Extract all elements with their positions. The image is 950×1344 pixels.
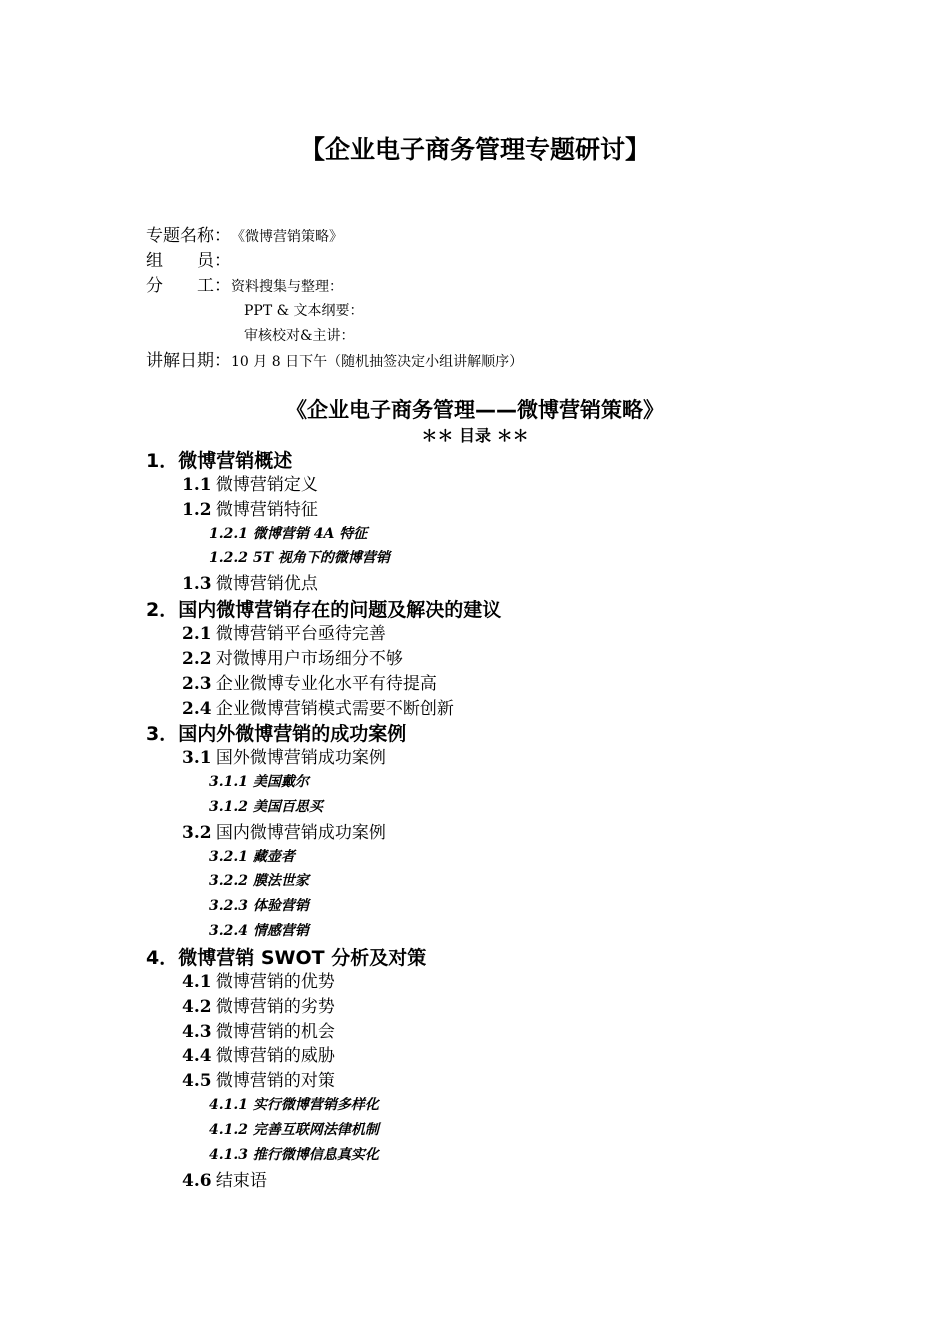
toc-chapter: 2．国内微博营销存在的问题及解决的建议 <box>146 599 502 622</box>
toc-section-text: 微博营销优点 <box>215 574 318 595</box>
toc-subsection: 3.2.3 体验营销 <box>209 898 309 915</box>
date-label: 讲解日期： <box>146 351 231 371</box>
toc-section-number: 4.6 <box>182 1170 212 1191</box>
date-row <box>146 351 523 372</box>
toc-section-text: 微博营销特征 <box>215 499 318 520</box>
toc-section <box>182 473 318 497</box>
document-header-title: 【企业电子商务管理专题研讨】 <box>299 135 650 164</box>
toc-section <box>182 995 335 1019</box>
toc-subsection: 3.2.1 藏壶者 <box>209 848 295 865</box>
toc-subsection: 3.2.4 情感营销 <box>209 923 309 940</box>
toc-chapter: 4．微博营销 SWOT 分析及对策 <box>146 947 427 969</box>
document-title: 《企业电子商务管理——微博营销策略》 <box>286 398 664 422</box>
toc-section <box>182 622 386 646</box>
members-label: 组 员： <box>146 251 231 271</box>
toc-section-text: 微博营销的威胁 <box>215 1046 335 1067</box>
division-line-1: 资料搜集与整理： <box>231 279 343 295</box>
division-label: 分 工： <box>146 276 231 296</box>
toc-section <box>182 821 386 845</box>
toc-section <box>182 672 437 696</box>
toc-subsection: 4.1.3 推行微博信息真实化 <box>209 1146 379 1163</box>
toc-section-text: 国内微博营销成功案例 <box>215 822 386 843</box>
toc-section-number: 1.3 <box>182 574 212 595</box>
toc-section-text: 微博营销的优势 <box>215 971 335 992</box>
toc-section-number: 4.4 <box>182 1046 212 1067</box>
toc-section-number: 4.1 <box>182 971 212 992</box>
toc-chapter: 1．微博营销概述 <box>146 450 293 472</box>
toc-section-text: 微博营销的机会 <box>215 1021 335 1042</box>
toc-section-number: 2.3 <box>182 673 212 694</box>
toc-section-text: 对微博用户市场细分不够 <box>215 648 403 669</box>
division-line-3: 审核校对&主讲： <box>244 328 355 344</box>
toc-section-text: 国外微博营销成功案例 <box>215 748 386 769</box>
toc-subsection: 3.1.2 美国百思买 <box>209 798 323 815</box>
toc-subsection: 3.1.1 美国戴尔 <box>209 774 309 791</box>
toc-chapter: 3．国内外微博营销的成功案例 <box>146 723 407 746</box>
toc-section-number: 3.2 <box>182 822 212 843</box>
toc-section <box>182 1169 267 1193</box>
toc-section-number: 2.4 <box>182 698 212 719</box>
toc-subsection: 4.1.2 完善互联网法律机制 <box>209 1121 379 1138</box>
toc-section <box>182 1069 335 1093</box>
toc-section-number: 4.3 <box>182 1021 212 1042</box>
toc-section-number: 3.1 <box>182 748 212 769</box>
toc-section-text: 微博营销的劣势 <box>215 996 335 1017</box>
toc-section <box>182 1044 335 1068</box>
toc-section-number: 4.2 <box>182 996 212 1017</box>
division-line-2-row <box>244 301 364 321</box>
toc-subsection: 4.1.1 实行微博营销多样化 <box>209 1097 379 1114</box>
topic-row <box>146 226 343 247</box>
toc-section <box>182 647 403 671</box>
toc-heading: ＊＊ 目录 ＊＊ <box>421 426 529 445</box>
toc-section-text: 微博营销的对策 <box>215 1071 335 1092</box>
toc-section-number: 2.1 <box>182 623 212 644</box>
toc-section <box>182 970 335 994</box>
toc-section-number: 1.1 <box>182 474 212 495</box>
toc-section-text: 企业微博专业化水平有待提高 <box>215 673 437 694</box>
members-row <box>146 251 231 272</box>
toc-section-number: 1.2 <box>182 499 212 520</box>
toc-subsection: 1.2.1 微博营销 4A 特征 <box>209 525 368 542</box>
toc-section-text: 企业微博营销模式需要不断创新 <box>215 698 454 719</box>
toc-section-text: 结束语 <box>215 1170 267 1191</box>
toc-section <box>182 746 386 770</box>
toc-section <box>182 498 318 522</box>
division-row <box>146 276 343 297</box>
toc-section-number: 4.5 <box>182 1071 212 1092</box>
toc-section <box>182 572 318 596</box>
toc-subsection: 3.2.2 膜法世家 <box>209 873 309 890</box>
topic-label: 专题名称： <box>146 226 231 246</box>
toc-section-text: 微博营销定义 <box>215 474 318 495</box>
toc-section-number: 2.2 <box>182 648 212 669</box>
toc-section-text: 微博营销平台亟待完善 <box>215 623 386 644</box>
toc-section <box>182 697 454 721</box>
toc-section <box>182 1020 335 1044</box>
division-line-3-row <box>244 326 354 346</box>
toc-subsection: 1.2.2 5T 视角下的微博营销 <box>209 550 390 567</box>
topic-value: 《微博营销策略》 <box>231 229 343 245</box>
division-line-2: PPT & 文本纲要： <box>244 303 364 319</box>
date-value: 10 月 8 日下午（随机抽签决定小组讲解顺序） <box>231 354 524 370</box>
